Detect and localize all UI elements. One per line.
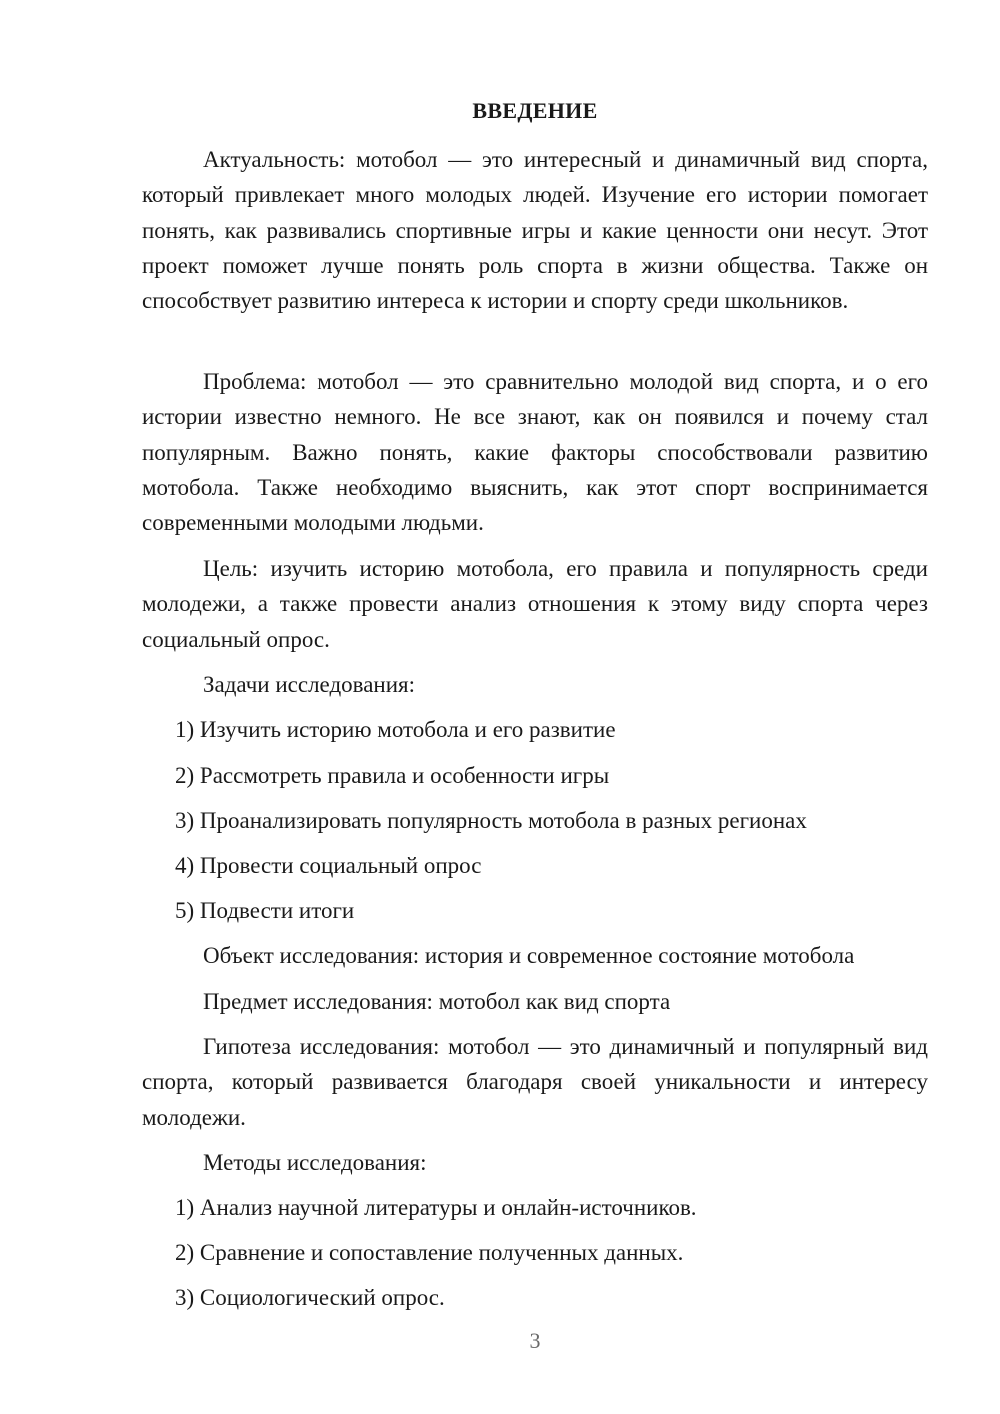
tasks-heading: Задачи исследования: <box>203 672 416 697</box>
page-number: 3 <box>529 1328 541 1353</box>
task-item: 5) Подвести итоги <box>175 898 355 923</box>
task-item: 1) Изучить историю мотобола и его развитие <box>175 717 616 742</box>
method-item: 1) Анализ научной литературы и онлайн-источников. <box>175 1195 697 1220</box>
section-title: ВВЕДЕНИЕ <box>472 98 598 123</box>
research-object: Объект исследования: история и современное состояние мотобола <box>203 943 855 968</box>
methods-heading: Методы исследования: <box>203 1150 427 1175</box>
task-item: 2) Рассмотреть правила и особенности игры <box>175 763 610 788</box>
goal-paragraph: Цель: изучить историю мотобола, его правила и популярность среди молодежи, а также провести анализ отношения к этому виду спорта через социальный опрос. <box>142 556 928 652</box>
method-item: 2) Сравнение и сопоставление полученных данных. <box>175 1240 684 1265</box>
problem-paragraph: Проблема: мотобол — это сравнительно молодой вид спорта, и о его истории известно немного. Не все знают, как он появился и почему стал популярным. Важно понять, какие факторы способствовали развитию мотобола. Также необходимо выяснить, как этот спорт воспринимается современными молодыми людьми. <box>142 369 928 536</box>
research-subject: Предмет исследования: мотобол как вид спорта <box>203 989 671 1014</box>
task-item: 3) Проанализировать популярность мотобола в разных регионах <box>175 808 807 833</box>
task-item: 4) Провести социальный опрос <box>175 853 482 878</box>
hypothesis-paragraph: Гипотеза исследования: мотобол — это динамичный и популярный вид спорта, который развивается благодаря своей уникальности и интересу молодежи. <box>142 1034 928 1130</box>
relevance-paragraph: Актуальность: мотобол — это интересный и динамичный вид спорта, который привлекает много молодых людей. Изучение его истории помогает понять, как развивались спортивные игры и какие ценности они несут. Этот проект поможет лучше понять роль спорта в жизни общества. Также он способствует развитию интереса к истории и спорту среди школьников. <box>142 147 928 314</box>
method-item: 3) Социологический опрос. <box>175 1285 445 1310</box>
